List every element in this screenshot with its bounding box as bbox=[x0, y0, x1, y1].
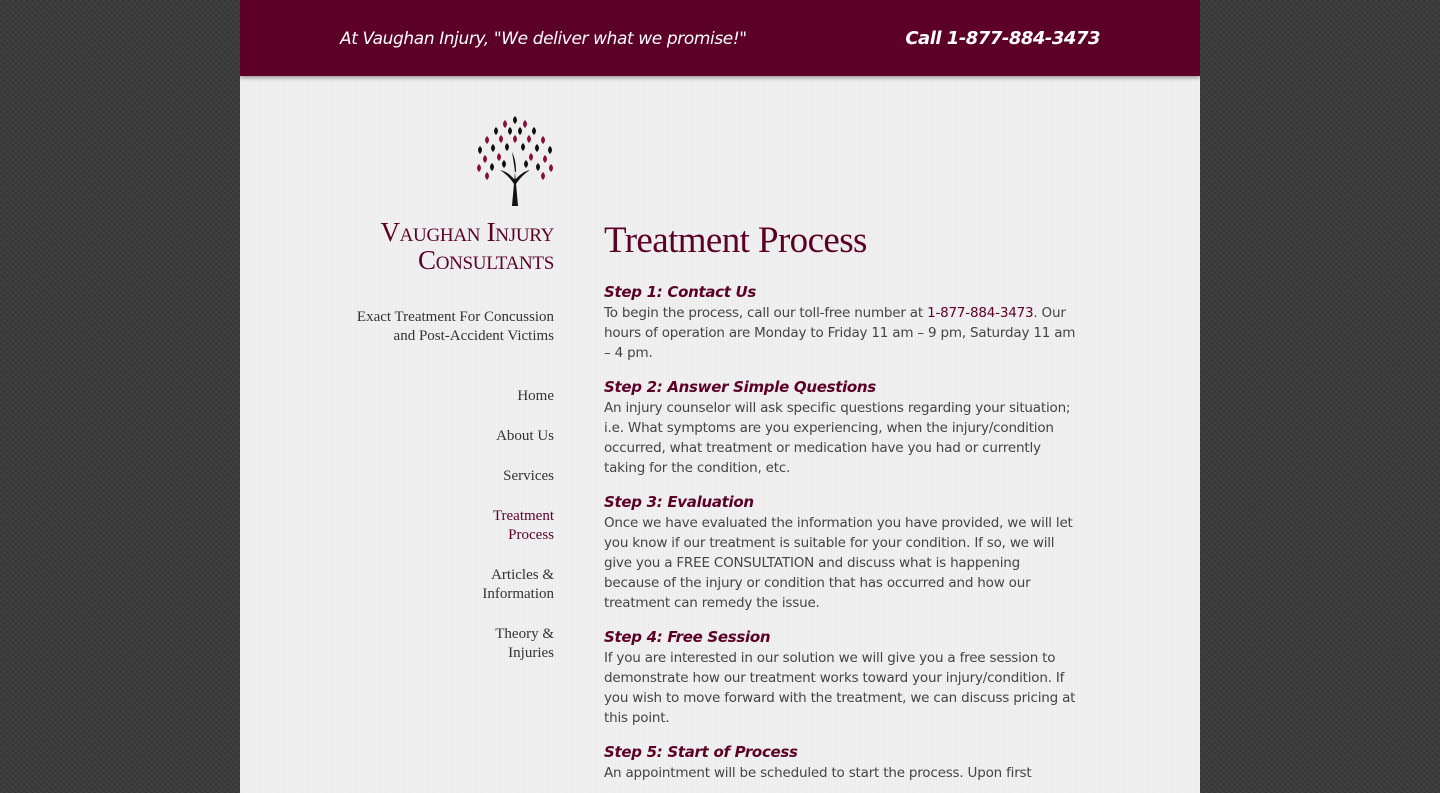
nav-item-articles-information[interactable] bbox=[394, 566, 554, 604]
phone-link[interactable]: 1-877-884-3473 bbox=[927, 305, 1034, 321]
nav-item-services[interactable] bbox=[394, 467, 554, 486]
step-heading: Step 1: Contact Us bbox=[604, 283, 757, 301]
step-body: An injury counselor will ask specific questions regarding your situation; i.e. What symptoms are you experiencing, when the injury/condition occurred, what treatment or medication have you had or currently taking for the condition, etc. bbox=[604, 400, 1071, 476]
tree-icon[interactable] bbox=[474, 114, 556, 208]
step-body: If you are interested in our solution we will give you a free session to demonstrate how our treatment works toward your injury/condition. If you wish to move forward with the treatment, we can discuss pricing at this point. bbox=[604, 650, 1076, 726]
step-body: Once we have evaluated the information you have provided, we will let you know if our treatment is suitable for your condition. If so, we will give you a FREE CONSULTATION and discuss what is happening because of the injury or condition that has occurred and how our treatment can remedy the issue. bbox=[604, 515, 1073, 611]
nav-item-label-line1: Theory & bbox=[495, 626, 554, 642]
nav-item-home[interactable] bbox=[394, 387, 554, 406]
nav-item-treatment-process[interactable] bbox=[394, 507, 554, 545]
step-3 bbox=[604, 492, 1078, 613]
top-bar bbox=[240, 0, 1200, 76]
step-4 bbox=[604, 627, 1078, 728]
nav-item-label-line1: Treatment bbox=[492, 508, 554, 524]
step-body-text: To begin the process, call our toll-free number at bbox=[604, 305, 928, 321]
step-heading: Step 5: Start of Process bbox=[604, 743, 798, 761]
brand-subtitle bbox=[314, 308, 554, 346]
step-5 bbox=[604, 742, 1078, 783]
nav-item-label: Services bbox=[503, 468, 554, 484]
nav-item-label-line2: Information bbox=[482, 586, 554, 602]
page-title: Treatment Process bbox=[604, 220, 867, 261]
step-2 bbox=[604, 377, 1078, 478]
step-heading: Step 4: Free Session bbox=[604, 628, 771, 646]
step-1 bbox=[604, 282, 1078, 363]
nav-item-label-line1: Articles & bbox=[491, 567, 554, 583]
brand-name-line2: Consultants bbox=[417, 245, 554, 275]
brand-name-line1: Vaughan Injury bbox=[380, 217, 554, 247]
main-nav bbox=[394, 387, 554, 684]
header-tagline: At Vaughan Injury, "We deliver what we promise!" bbox=[340, 29, 747, 49]
brand-subtitle-line1: Exact Treatment For Concussion bbox=[356, 309, 554, 325]
nav-item-label-line2: Injuries bbox=[508, 645, 554, 661]
nav-item-about-us[interactable] bbox=[394, 427, 554, 446]
header-phone[interactable]: Call 1-877-884-3473 bbox=[905, 28, 1100, 49]
brand-name[interactable] bbox=[380, 218, 554, 274]
page-container bbox=[240, 0, 1200, 793]
brand-subtitle-line2: and Post-Accident Victims bbox=[393, 328, 554, 344]
step-body-text: . Our hours of operation are Monday to Friday 11 am – 9 pm, Saturday 11 am – 4 pm. bbox=[604, 305, 1076, 361]
tree-trunk bbox=[500, 152, 530, 206]
nav-item-label: Home bbox=[517, 388, 554, 404]
step-heading: Step 2: Answer Simple Questions bbox=[604, 378, 876, 396]
nav-item-theory-injuries[interactable] bbox=[394, 625, 554, 663]
nav-item-label: About Us bbox=[496, 428, 554, 444]
nav-item-label-line2: Process bbox=[508, 527, 554, 543]
main-content bbox=[604, 218, 1078, 793]
step-heading: Step 3: Evaluation bbox=[604, 493, 754, 511]
step-body bbox=[604, 303, 1078, 363]
step-body: An appointment will be scheduled to start the process. Upon first bbox=[604, 765, 1032, 781]
